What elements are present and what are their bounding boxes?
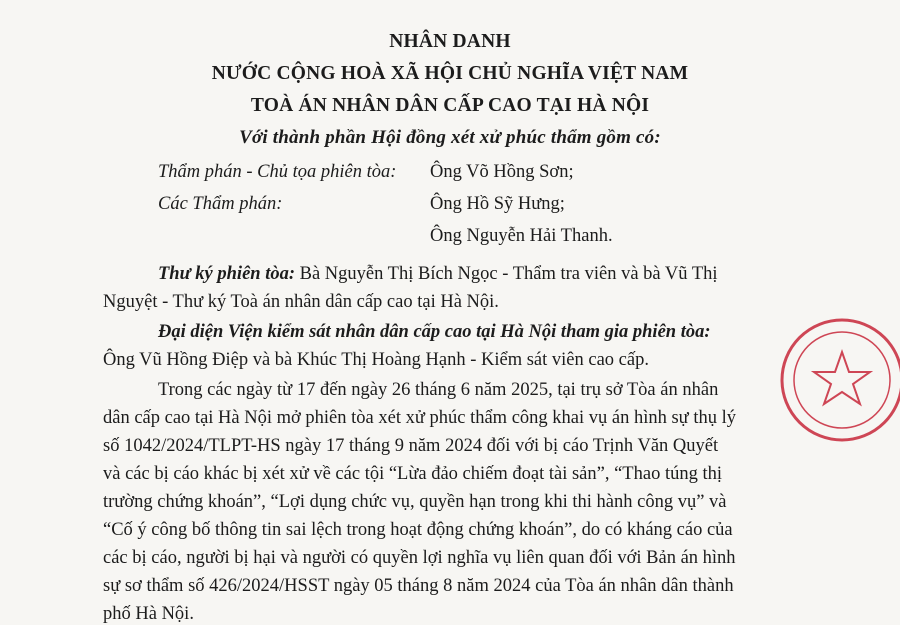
header-country: NƯỚC CỘNG HOÀ XÃ HỘI CHỦ NGHĨA VIỆT NAM: [211, 63, 689, 84]
body-line: trường chứng khoán”, “Lợi dụng chức vụ, quyền hạn trong khi thi hành công vụ” và: [103, 492, 727, 512]
body-line: dân cấp cao tại Hà Nội mở phiên tòa xét xử phúc thẩm công khai vụ án hình sự thụ lý: [103, 408, 736, 428]
panel-intro: Với thành phần Hội đồng xét xử phúc thẩm gồm có:: [239, 127, 661, 148]
header-court: TOÀ ÁN NHÂN DÂN CẤP CAO TẠI HÀ NỘI: [250, 95, 650, 116]
procuracy-label: Đại diện Viện kiểm sát nhân dân cấp cao tại Hà Nội tham gia phiên tòa:: [158, 322, 711, 342]
body-line: số 1042/2024/TLPT-HS ngày 17 tháng 9 năm 2024 đối với bị cáo Trịnh Văn Quyết: [103, 436, 719, 456]
clerk-label: Thư ký phiên tòa:: [158, 264, 295, 284]
body-line: các bị cáo, người bị hại và người có quyền lợi nghĩa vụ liên quan đối với Bản án hình: [103, 548, 736, 568]
body-line: sự sơ thẩm số 426/2024/HSST ngày 05 tháng 8 năm 2024 của Tòa án nhân dân thành: [103, 576, 734, 596]
clerk-line-2: Nguyệt - Thư ký Toà án nhân dân cấp cao tại Hà Nội.: [103, 292, 499, 312]
presiding-judge-name: Ông Võ Hồng Sơn;: [430, 162, 574, 182]
clerk-text: Bà Nguyễn Thị Bích Ngọc - Thẩm tra viên và bà Vũ Thị: [295, 264, 718, 284]
court-seal-stamp: [770, 300, 900, 460]
presiding-judge-label: Thẩm phán - Chủ tọa phiên tòa:: [158, 162, 397, 182]
judges-label: Các Thẩm phán:: [158, 194, 283, 214]
body-line: “Cố ý công bố thông tin sai lệch trong hoạt động chứng khoán”, do có kháng cáo của: [103, 520, 733, 540]
judge-2-name: Ông Nguyễn Hải Thanh.: [430, 226, 613, 246]
clerk-line-1: [158, 264, 718, 285]
body-line: phố Hà Nội.: [103, 604, 194, 624]
procuracy-line-2: Ông Vũ Hồng Điệp và bà Khúc Thị Hoàng Hạnh - Kiểm sát viên cao cấp.: [103, 350, 649, 370]
body-line: Trong các ngày từ 17 đến ngày 26 tháng 6 năm 2025, tại trụ sở Tòa án nhân: [158, 380, 719, 400]
judge-1-name: Ông Hồ Sỹ Hưng;: [430, 194, 565, 214]
body-line: và các bị cáo khác bị xét xử về các tội “Lừa đảo chiếm đoạt tài sản”, “Thao túng thị: [103, 464, 722, 484]
header-on-behalf: NHÂN DANH: [389, 31, 511, 52]
